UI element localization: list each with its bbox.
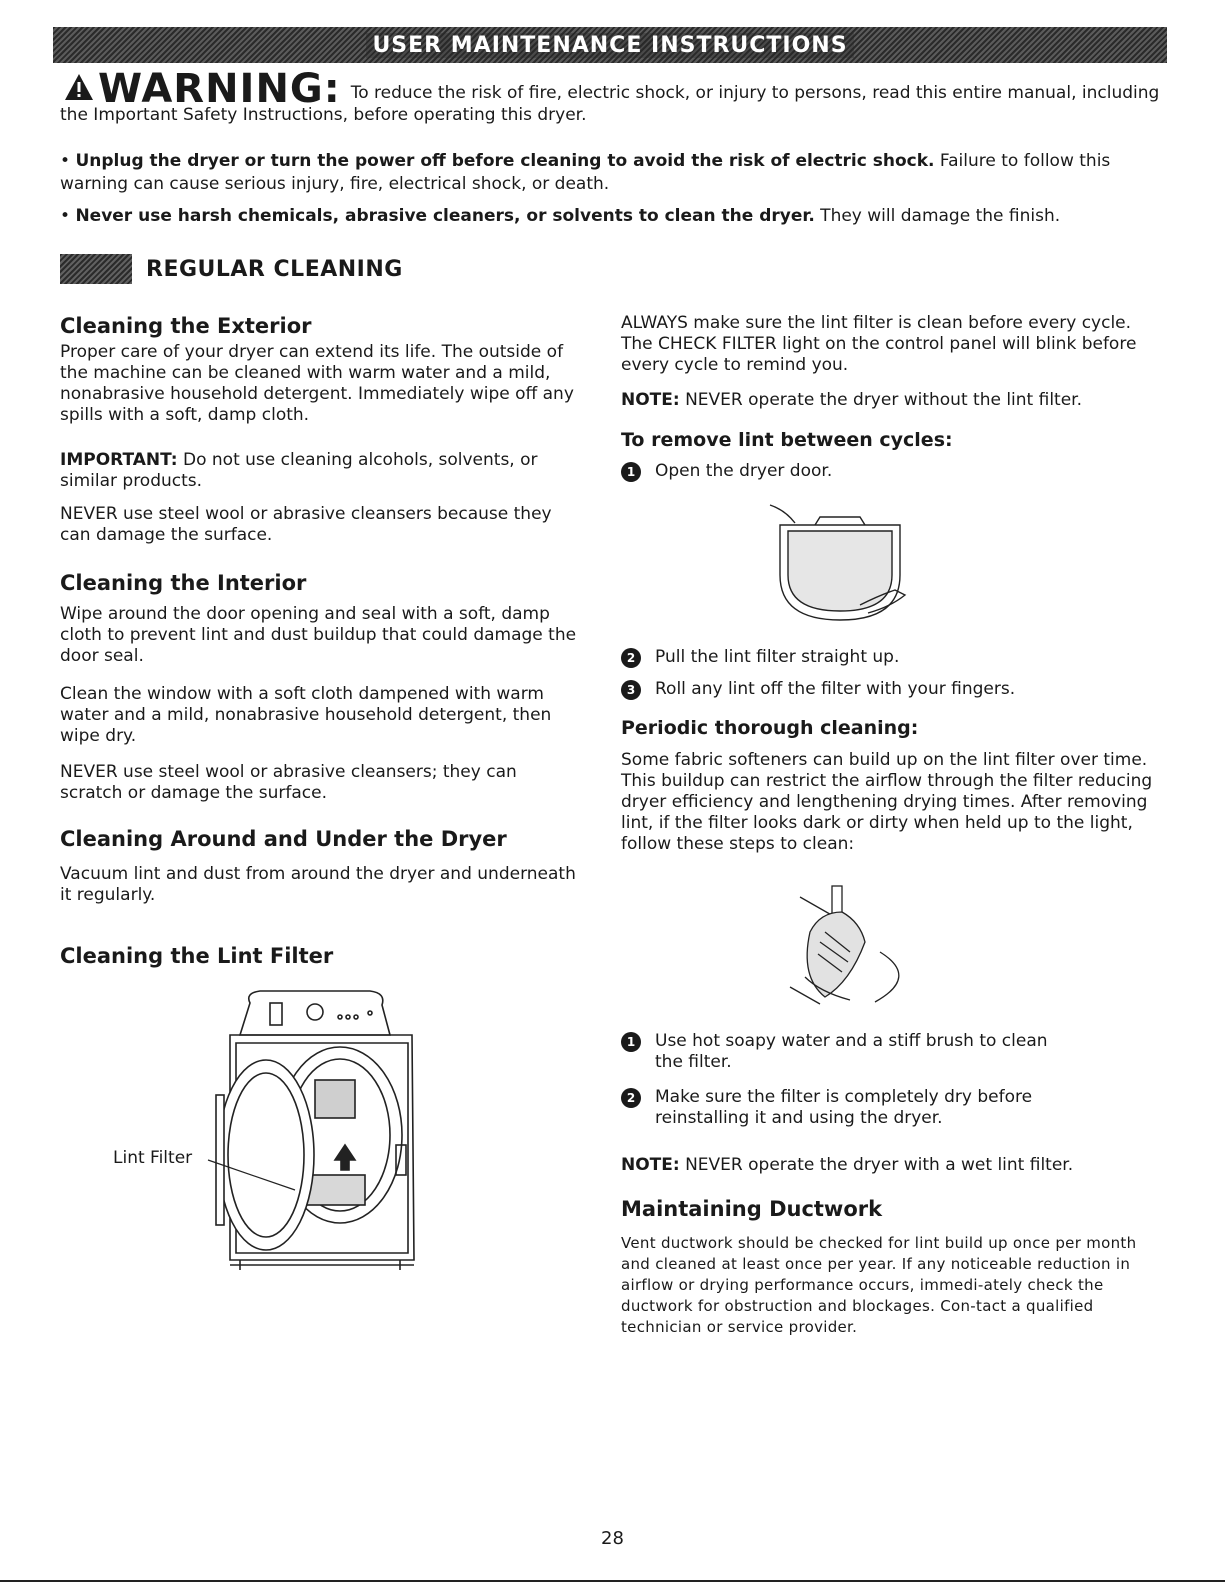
exterior-heading: Cleaning the Exterior [60, 314, 312, 338]
note-text-1: NEVER operate the dryer without the lint filter. [679, 390, 1083, 410]
banner-title: USER MAINTENANCE INSTRUCTIONS [366, 33, 853, 58]
step-number-badge: 2 [621, 1088, 641, 1108]
note-wet-filter [621, 1155, 1156, 1176]
important-text: Do not use cleaning alcohols, solvents, or similar products. [60, 450, 538, 491]
bullet-chemicals: • Never use harsh chemicals, abrasive cleaners, or solvents to clean the dryer. They will damage the finish. [60, 206, 1061, 226]
ductwork-heading: Maintaining Ductwork [621, 1197, 883, 1221]
remove-step-1 [621, 461, 1156, 482]
bullet-chemicals-text: They will damage the finish. [814, 206, 1061, 226]
interior-paragraph-1: Wipe around the door opening and seal with a soft, damp cloth to prevent lint and dust buildup that could damage the door seal. [60, 604, 577, 666]
around-paragraph: Vacuum lint and dust from around the dryer and underneath it regularly. [60, 864, 576, 905]
warning-triangle-icon [64, 73, 94, 101]
remove-step-2-text: Pull the lint filter straight up. [655, 647, 900, 667]
clean-step-2 [621, 1087, 1156, 1129]
note-label-2: NOTE: [621, 1155, 680, 1175]
lint-filter-illustration [760, 495, 920, 630]
dryer-illustration [200, 985, 440, 1285]
interior-paragraph-2: Clean the window with a soft cloth dampened with warm water and a mild, nonabrasive household detergent, then wipe dry. [60, 684, 552, 746]
section-header [60, 254, 403, 284]
warning-label: WARNING: [98, 66, 341, 112]
remove-step-3 [621, 679, 1156, 700]
warning-block [60, 66, 1160, 126]
step-number-badge: 1 [621, 462, 641, 482]
brush-cleaning-illustration [780, 882, 930, 1007]
important-label: IMPORTANT: [60, 450, 178, 470]
clean-step-1-text: Use hot soapy water and a stiff brush to clean the filter. [655, 1031, 1048, 1072]
remove-step-2 [621, 647, 1156, 668]
remove-step-1-text: Open the dryer door. [655, 461, 833, 481]
important-paragraph [60, 450, 590, 492]
interior-heading: Cleaning the Interior [60, 571, 307, 595]
always-paragraph: ALWAYS make sure the lint filter is clean before every cycle. The CHECK FILTER light on the control panel will blink before every cycle to remind you. [621, 313, 1137, 375]
bullet-unplug: • Unplug the dryer or turn the power off before cleaning to avoid the risk of electric shock. Failure to follow this warning can cause serious injury, fire, electrical shock, or death. [60, 151, 1111, 194]
bullet-unplug-text: Failure to follow this warning can cause serious injury, fire, electrical shock, or death. [60, 151, 1111, 194]
remove-step-3-text: Roll any lint off the filter with your fingers. [655, 679, 1016, 699]
bullet-unplug-bold: Unplug the dryer or turn the power off before cleaning to avoid the risk of electric shock. [75, 151, 935, 171]
clean-step-2-text: Make sure the filter is completely dry before reinstalling it and using the dryer. [655, 1087, 1033, 1128]
note-text-2: NEVER operate the dryer with a wet lint filter. [679, 1155, 1074, 1175]
lint-filter-callout: Lint Filter [113, 1148, 193, 1168]
page-number: 28 [601, 1528, 624, 1549]
bullet-chemicals-bold: Never use harsh chemicals, abrasive cleaners, or solvents to clean the dryer. [75, 206, 815, 226]
step-number-badge: 3 [621, 680, 641, 700]
page-banner [53, 27, 1167, 63]
section-title: REGULAR CLEANING [146, 256, 403, 282]
note-without-filter [621, 390, 1156, 411]
around-heading: Cleaning Around and Under the Dryer [60, 827, 507, 851]
periodic-cleaning-heading: Periodic thorough cleaning: [621, 717, 919, 739]
periodic-paragraph: Some fabric softeners can build up on the lint filter over time. This buildup can restrict the airflow through the filter reducing dryer efficiency and lengthening drying times. After removing lint, if the filter looks dark or dirty when held up to the light, follow these steps to clean: [621, 750, 1153, 854]
note-label-1: NOTE: [621, 390, 680, 410]
step-number-badge: 1 [621, 1032, 641, 1052]
never-steel-wool-paragraph: NEVER use steel wool or abrasive cleansers because they can damage the surface. [60, 504, 552, 545]
section-marker [60, 254, 132, 284]
clean-step-1 [621, 1031, 1156, 1073]
ductwork-block [621, 1233, 1156, 1338]
page-bottom-edge [0, 1580, 1225, 1582]
interior-paragraph-3: NEVER use steel wool or abrasive cleansers; they can scratch or damage the surface. [60, 762, 517, 803]
lint-filter-heading: Cleaning the Lint Filter [60, 944, 334, 968]
ductwork-paragraph: Vent ductwork should be checked for lint build up once per month and cleaned at least once per year. If any noticeable reduction in airflow or drying performance occurs, immedi-ately check the ductwork for obstruction and blockages. Con-tact a qualified technician or service provider. [621, 1234, 1137, 1336]
step-number-badge: 2 [621, 648, 641, 668]
warning-text: To reduce the risk of fire, electric shock, or injury to persons, read this entire manual, including the Important Safety Instructions, before operating this dryer. [60, 83, 1160, 125]
remove-lint-heading: To remove lint between cycles: [621, 429, 953, 451]
exterior-paragraph: Proper care of your dryer can extend its life. The outside of the machine can be cleaned with warm water and a mild, nonabrasive household detergent. Immediately wipe off any spills with a soft, damp cloth. [60, 342, 574, 425]
